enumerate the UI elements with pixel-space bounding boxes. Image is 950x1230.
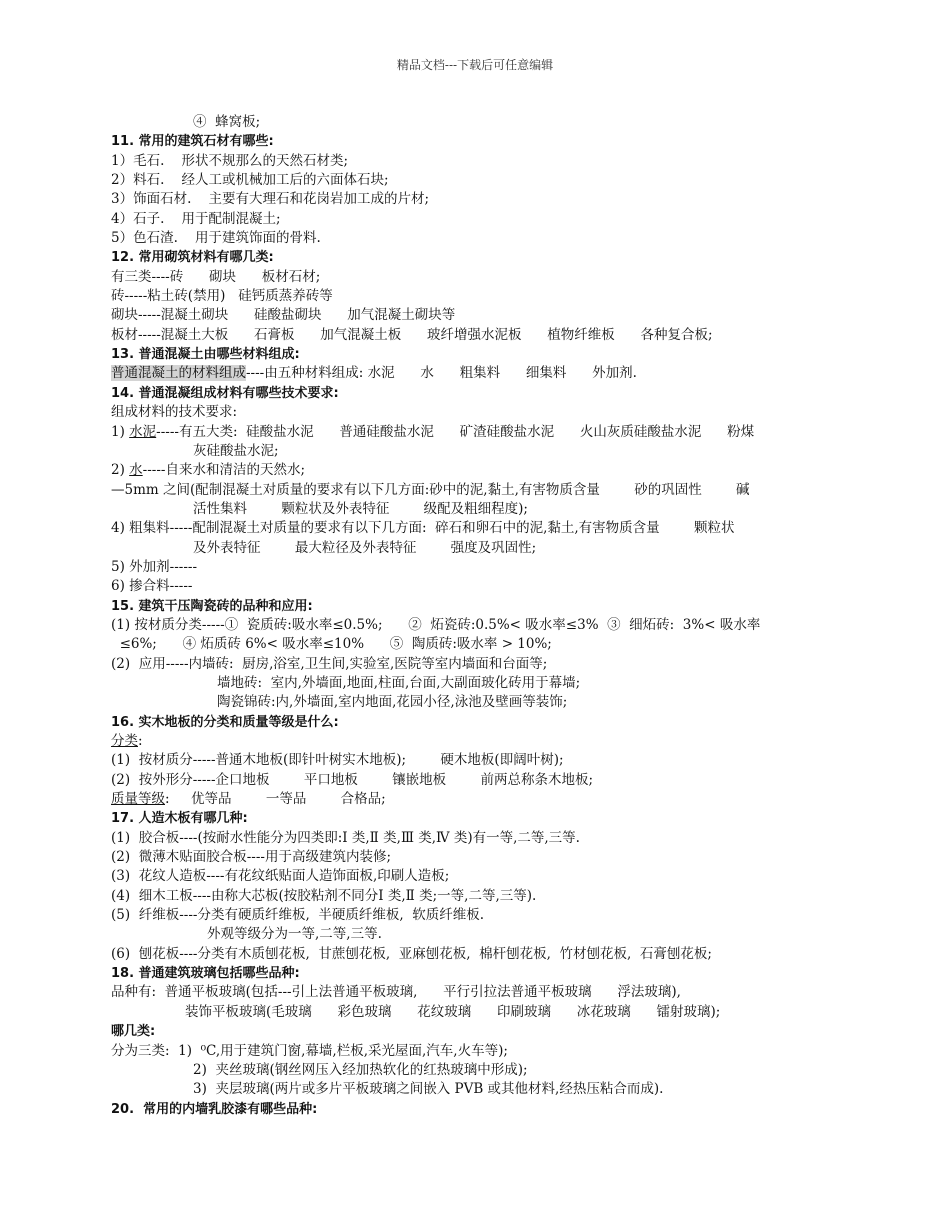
text-line: 及外表特征 最大粒径及外表特征 强度及巩固性; <box>193 539 537 556</box>
section-heading: 13. 普通混凝土由哪些材料组成: <box>111 347 300 363</box>
text-line: 装饰平板玻璃(毛玻璃 彩色玻璃 花纹玻璃 印刷玻璃 冰花玻璃 镭射玻璃); <box>185 1003 721 1020</box>
text-line: 3）饰面石材. 主要有大理石和花岗岩加工成的片材; <box>111 191 430 208</box>
text-line: 组成材料的技术要求: <box>111 404 238 421</box>
text-line: 砌块-----混凝土砌块 硅酸盐砌块 加气混凝土砌块等 <box>111 307 456 324</box>
text-line: (2) 微薄木贴面胶合板----用于高级建筑内装修; <box>111 849 391 866</box>
text-span: : <box>150 1024 156 1040</box>
text-line <box>111 461 861 480</box>
section-heading: 15. 建筑干压陶瓷砖的品种和应用: <box>111 598 313 614</box>
text-line <box>111 732 861 751</box>
section-heading: 14. 普通混凝组成材料有哪些技术要求: <box>111 385 339 401</box>
text-span: : <box>138 733 143 749</box>
text-line <box>111 423 861 442</box>
text-line: 分为三类: 1) ⁰C,用于建筑门窗,幕墙,栏板,采光屋面,汽车,火车等); <box>111 1042 508 1059</box>
text-span: 哪几类 <box>111 1024 151 1040</box>
text-line: 活性集料 颗粒状及外表特征 级配及粗细程度); <box>193 500 528 517</box>
section-heading <box>111 1022 861 1041</box>
text-line: 6) 掺合料----- <box>111 578 193 595</box>
text-line <box>111 364 861 383</box>
underlined-term: 水 <box>129 462 143 479</box>
text-line: 4）石子. 用于配制混凝土; <box>111 210 281 227</box>
section-heading: 17. 人造木板有哪几种: <box>111 811 248 827</box>
text-line: (1) 按材质分类-----① 瓷质砖:吸水率≤0.5%; ② 炻瓷砖:0.5%< 吸水率≤3% ③ 细炻砖: 3%< 吸水率 <box>111 616 761 633</box>
text-line: 5) 外加剂------ <box>111 558 198 575</box>
text-line: (1) 胶合板----(按耐水性能分为四类即:Ⅰ 类,Ⅱ 类,Ⅲ 类,Ⅳ 类)有一等,二等,三等. <box>111 829 580 846</box>
underlined-term: 质量等级 <box>111 791 165 808</box>
text-line: 3) 夹层玻璃(两片或多片平板玻璃之间嵌入 PVB 或其他材料,经热压粘合而成). <box>193 1081 664 1098</box>
text-span: 2) <box>111 462 130 479</box>
text-span: : 优等品 一等品 合格品; <box>165 791 386 808</box>
text-line: (2) 按外形分-----企口地板 平口地板 镶嵌地板 前两总称条木地板; <box>111 771 594 788</box>
text-line: (2) 应用-----内墙砖: 厨房,浴室,卫生间,实验室,医院等室内墙面和台面等; <box>111 655 548 672</box>
section-heading: 20. 常用的内墙乳胶漆有哪些品种: <box>111 1101 318 1117</box>
document-body <box>111 113 861 1119</box>
text-line: (1) 按材质分-----普通木地板(即针叶树实木地板); 硬木地板(即阔叶树); <box>111 752 564 769</box>
text-line <box>111 790 861 809</box>
underlined-term: 水泥 <box>129 423 157 440</box>
text-span: -----有五大类: 硅酸盐水泥 普通硅酸盐水泥 矿渣硅酸盐水泥 火山灰质硅酸盐水泥 粉煤 <box>156 423 755 440</box>
text-line: —5mm 之间(配制混凝土对质量的要求有以下几方面:砂中的泥,黏土,有害物质含量 砂的巩固性 碱 <box>111 481 750 498</box>
text-line: (3) 花纹人造板----有花纹纸贴面人造饰面板,印刷人造板; <box>111 868 450 885</box>
text-line: 4) 粗集料-----配制混凝土对质量的要求有以下几方面: 碎石和卵石中的泥,黏土,有害物质含量 颗粒状 <box>111 520 735 537</box>
text-line: 灰硅酸盐水泥; <box>193 442 279 459</box>
page-header: 精品文档---下载后可任意编辑 <box>396 58 554 72</box>
text-line: (4) 细木工板----由称大芯板(按胶粘剂不同分Ⅰ 类,Ⅱ 类;一等,二等,三等). <box>111 887 537 904</box>
text-line: 外观等级分为一等,二等,三等. <box>207 926 382 943</box>
text-line: 品种有: 普通平板玻璃(包括---引上法普通平板玻璃, 平行引拉法普通平板玻璃 浮法玻璃), <box>111 984 681 1001</box>
text-line: (6) 刨花板----分类有木质刨花板, 甘蔗刨花板, 亚麻刨花板, 棉杆刨花板, 竹材刨花板, 石膏刨花板; <box>111 945 712 962</box>
text-line: ≤6%; ④ 炻质砖 6%< 吸水率≤10% ⑤ 陶质砖:吸水率 > 10%; <box>111 636 552 653</box>
section-heading: 11. 常用的建筑石材有哪些: <box>111 134 274 150</box>
section-heading: 12. 常用砌筑材料有哪几类: <box>111 250 274 266</box>
highlighted-text: 普通混凝土的材料组成 <box>111 365 246 382</box>
text-span: 1) <box>111 423 130 440</box>
text-line: 陶瓷锦砖:内,外墙面,室内地面,花园小径,泳池及壁画等装饰; <box>217 694 568 711</box>
text-line: 砖-----粘土砖(禁用) 硅钙质蒸养砖等 <box>111 288 333 305</box>
text-line: 有三类----砖 砌块 板材石材; <box>111 268 321 285</box>
text-line: 5）色石渣. 用于建筑饰面的骨料. <box>111 230 321 247</box>
text-line: 1）毛石. 形状不规那么的天然石材类; <box>111 152 349 169</box>
section-heading: 18. 普通建筑玻璃包括哪些品种: <box>111 966 300 982</box>
text-line: 墙地砖: 室内,外墙面,地面,柱面,台面,大副面玻化砖用于幕墙; <box>217 674 581 691</box>
text-span: -----自来水和清洁的天然水; <box>142 462 306 479</box>
underlined-term: 分类 <box>111 733 138 749</box>
text-line: 2) 夹丝玻璃(钢丝网压入经加热软化的红热玻璃中形成); <box>193 1061 528 1078</box>
text-span: ----由五种材料组成: 水泥 水 粗集料 细集料 外加剂. <box>246 365 637 382</box>
section-heading: 16. 实木地板的分类和质量等级是什么: <box>111 714 339 730</box>
text-line: 2）料石. 经人工或机械加工后的六面体石块; <box>111 172 389 189</box>
text-line: (5) 纤维板----分类有硬质纤维板, 半硬质纤维板, 软质纤维板. <box>111 907 484 924</box>
text-line: 板材-----混凝土大板 石膏板 加气混凝土板 玻纤增强水泥板 植物纤维板 各种复合板; <box>111 326 713 343</box>
text-line: ④ 蜂窝板; <box>193 114 261 130</box>
